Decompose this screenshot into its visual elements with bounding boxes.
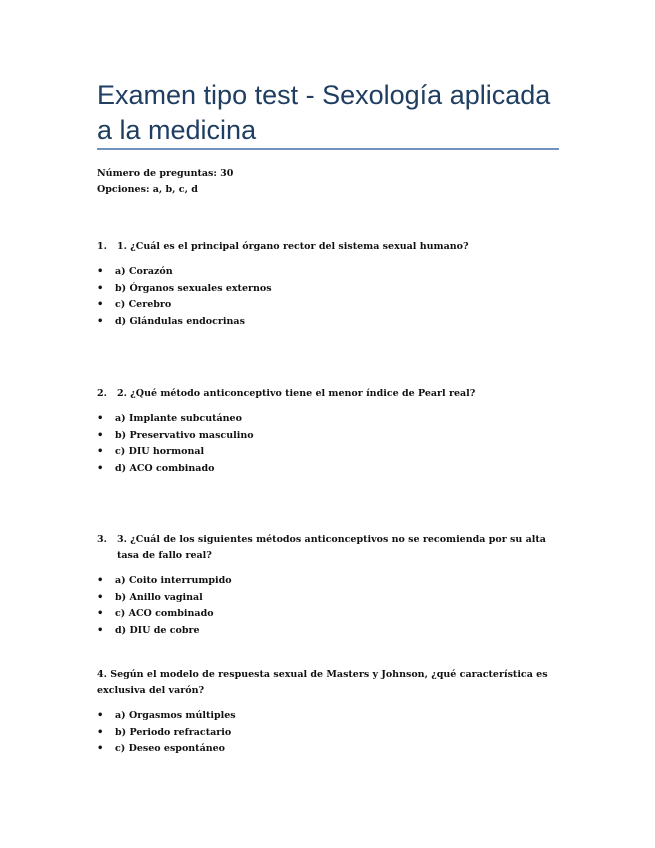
option-item <box>97 606 559 623</box>
question-text: 1. ¿Cuál es el principal órgano rector del sistema sexual humano? <box>117 241 469 252</box>
question-heading <box>97 667 559 699</box>
question-text: 2. ¿Qué método anticonceptivo tiene el menor índice de Pearl real? <box>117 388 476 399</box>
bullet-icon: • <box>97 624 104 636</box>
option-item <box>97 411 559 428</box>
option-item <box>97 573 559 590</box>
option-label: d) DIU de cobre <box>115 624 200 636</box>
question-list-number: 1. <box>97 241 107 252</box>
question-4 <box>97 667 559 758</box>
option-label: d) Glándulas endocrinas <box>115 315 245 327</box>
option-label: c) DIU hormonal <box>115 446 205 457</box>
bullet-icon: • <box>97 315 104 327</box>
question-heading <box>97 239 559 255</box>
option-list <box>97 264 559 330</box>
option-label: a) Corazón <box>115 266 173 277</box>
bullet-icon: • <box>97 591 104 603</box>
title-divider <box>97 148 559 150</box>
option-label: c) Cerebro <box>115 299 172 310</box>
bullet-icon: • <box>97 462 104 474</box>
option-label: c) Deseo espontáneo <box>115 743 226 754</box>
question-2 <box>97 386 559 477</box>
option-label: a) Coito interrumpido <box>115 575 232 586</box>
option-label: b) Periodo refractario <box>115 726 232 738</box>
bullet-icon: • <box>97 429 104 441</box>
bullet-icon: • <box>97 266 104 277</box>
option-label: d) ACO combinado <box>115 462 215 474</box>
exam-meta <box>97 166 233 198</box>
option-item <box>97 264 559 281</box>
question-text: 3. ¿Cuál de los siguientes métodos anticonceptivos no se recomienda por su alta tasa de fallo real? <box>117 534 546 561</box>
question-heading <box>97 532 559 564</box>
option-list <box>97 573 559 639</box>
bullet-icon: • <box>97 726 104 738</box>
option-label: a) Implante subcutáneo <box>115 413 242 424</box>
question-heading <box>97 386 559 402</box>
bullet-icon: • <box>97 743 104 754</box>
option-label: a) Orgasmos múltiples <box>115 710 236 721</box>
bullet-icon: • <box>97 282 104 294</box>
option-item <box>97 297 559 314</box>
option-item <box>97 461 559 478</box>
option-label: c) ACO combinado <box>115 608 214 619</box>
option-item <box>97 444 559 461</box>
bullet-icon: • <box>97 299 104 310</box>
options-text: Opciones: a, b, c, d <box>97 184 198 195</box>
option-label: b) Órganos sexuales externos <box>115 282 272 294</box>
question-3 <box>97 532 559 639</box>
question-list-number: 3. <box>97 534 107 545</box>
option-label: b) Anillo vaginal <box>115 591 203 603</box>
option-item <box>97 590 559 607</box>
question-list-number: 2. <box>97 388 107 399</box>
option-item <box>97 741 559 758</box>
option-list <box>97 411 559 477</box>
option-label: b) Preservativo masculino <box>115 429 254 441</box>
question-text: 4. Según el modelo de respuesta sexual de Masters y Johnson, ¿qué característica es exclusiva del varón? <box>97 669 548 696</box>
bullet-icon: • <box>97 446 104 457</box>
option-list <box>97 708 559 758</box>
option-item <box>97 428 559 445</box>
question-1 <box>97 239 559 330</box>
bullet-icon: • <box>97 575 104 586</box>
option-item <box>97 708 559 725</box>
questions-count-text: Número de preguntas: 30 <box>97 168 234 179</box>
option-item <box>97 314 559 331</box>
document-title: Examen tipo test - Sexología aplicada a la medicina <box>97 80 551 145</box>
bullet-icon: • <box>97 608 104 619</box>
bullet-icon: • <box>97 710 104 721</box>
bullet-icon: • <box>97 413 104 424</box>
option-item <box>97 623 559 640</box>
option-item <box>97 725 559 742</box>
option-item <box>97 281 559 298</box>
